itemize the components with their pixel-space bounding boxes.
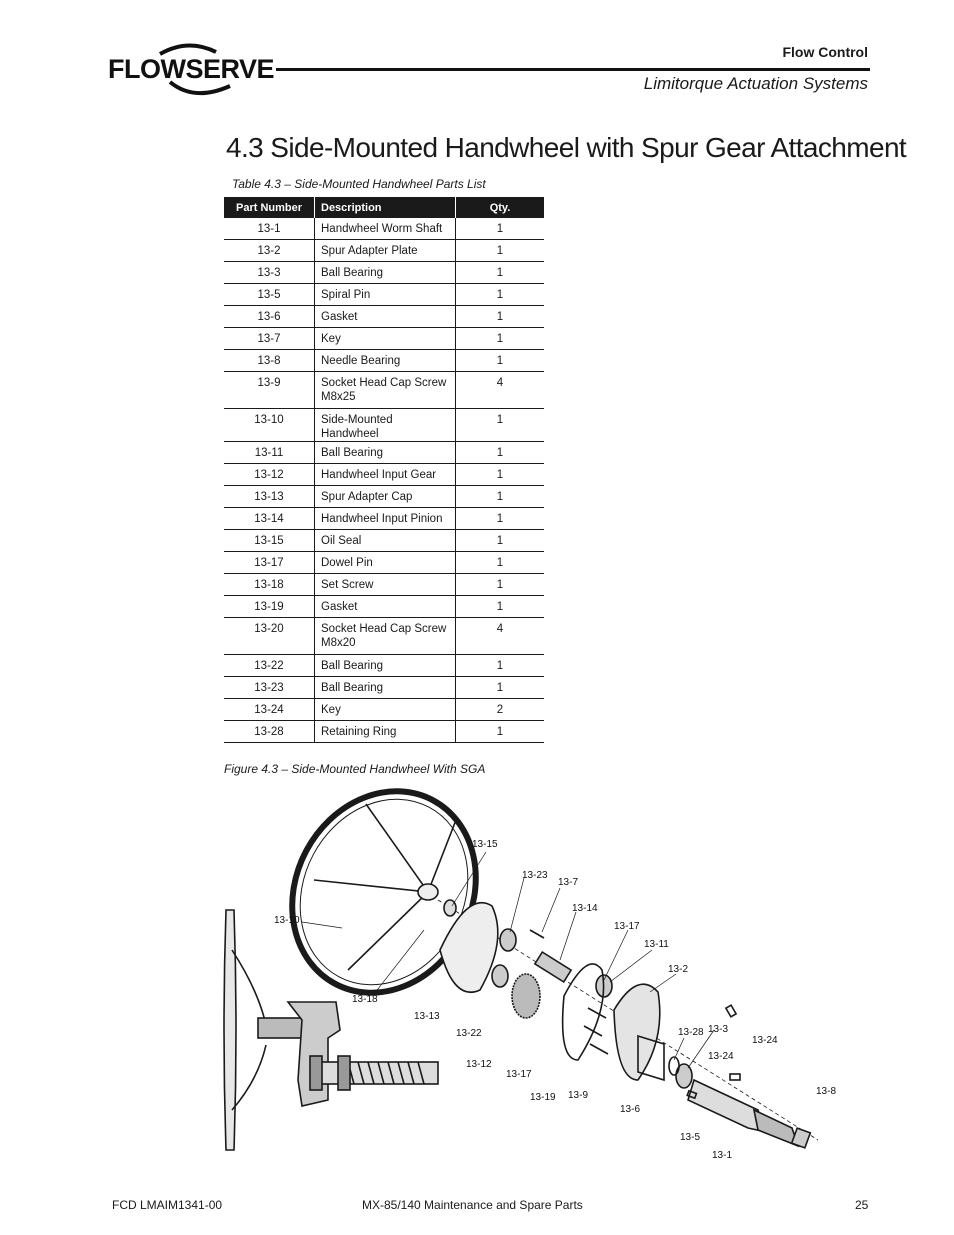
table-row: [224, 442, 544, 464]
footer-document-code: FCD LMAIM1341-00: [112, 1198, 223, 1212]
section-handwheel-rim: [224, 910, 236, 1150]
part-number-cell: 13-15: [224, 530, 315, 552]
part-number-cell: 13-24: [224, 699, 315, 721]
part-number-cell: 13-12: [224, 464, 315, 486]
header-qty: Qty.: [456, 197, 545, 218]
table-row: [224, 464, 544, 486]
part-number-cell: 13-5: [224, 284, 315, 306]
qty-cell: 1: [456, 486, 545, 508]
footer-document-title: MX-85/140 Maintenance and Spare Parts: [362, 1198, 583, 1212]
callout-13-3: 13-3: [708, 1024, 729, 1035]
flowserve-logo: [108, 40, 275, 102]
callout-13-28: 13-28: [678, 1027, 704, 1038]
part-number-cell: 13-14: [224, 508, 315, 530]
section-bearing-a: [338, 1056, 350, 1090]
table-row: [224, 596, 544, 618]
table-row: [224, 262, 544, 284]
description-cell: Ball Bearing: [315, 442, 456, 464]
part-screws: [584, 1008, 608, 1054]
description-cell: Key: [315, 328, 456, 350]
qty-cell: 1: [456, 508, 545, 530]
description-cell: Ball Bearing: [315, 655, 456, 677]
part-worm-thread: [754, 1110, 798, 1146]
callout-13-5: 13-5: [680, 1132, 701, 1143]
table-header-row: [224, 197, 544, 218]
part-number-cell: 13-18: [224, 574, 315, 596]
part-ball-bearing-23: [500, 929, 516, 951]
parts-table: [224, 197, 544, 743]
part-input-pinion: [535, 952, 571, 982]
description-cell: Key: [315, 699, 456, 721]
header-rule: [276, 68, 870, 71]
callout-13-6: 13-6: [620, 1104, 641, 1115]
qty-cell: 1: [456, 240, 545, 262]
callout-13-10: 13-10: [274, 915, 300, 926]
table-row: [224, 284, 544, 306]
part-number-cell: 13-28: [224, 721, 315, 743]
callout-13-24-right: 13-24: [752, 1035, 778, 1046]
callout-13-15: 13-15: [472, 839, 498, 850]
part-spur-adapter-plate: [614, 984, 660, 1080]
table-row: [224, 240, 544, 262]
qty-cell: 1: [456, 530, 545, 552]
brand-subtitle: Limitorque Actuation Systems: [643, 74, 868, 93]
part-number-cell: 13-22: [224, 655, 315, 677]
table-row: [224, 530, 544, 552]
table-row: [224, 350, 544, 372]
section-bearing-b: [310, 1056, 322, 1090]
part-number-cell: 13-17: [224, 552, 315, 574]
table-row: [224, 574, 544, 596]
table-row: [224, 218, 544, 240]
description-cell: Side-Mounted Handwheel: [315, 409, 456, 442]
section-title: 4.3 Side-Mounted Handwheel with Spur Gear Attachment: [226, 132, 907, 163]
handwheel-hub: [418, 884, 438, 900]
part-number-cell: 13-13: [224, 486, 315, 508]
leader-13-7: [542, 888, 560, 932]
description-cell: Dowel Pin: [315, 552, 456, 574]
qty-cell: 1: [456, 328, 545, 350]
table-row: [224, 372, 544, 409]
description-cell: Set Screw: [315, 574, 456, 596]
qty-cell: 4: [456, 372, 545, 409]
logo-text: FLOWSERVE: [108, 54, 275, 84]
table-row: [224, 306, 544, 328]
description-cell: Handwheel Worm Shaft: [315, 218, 456, 240]
part-input-gear: [512, 974, 540, 1018]
exploded-view-drawing: [218, 780, 858, 1180]
part-key-24a: [726, 1005, 736, 1017]
footer-page-number: 25: [855, 1198, 869, 1212]
part-worm-shaft: [688, 1080, 766, 1132]
description-cell: Oil Seal: [315, 530, 456, 552]
part-number-cell: 13-10: [224, 409, 315, 442]
callout-13-7: 13-7: [558, 877, 579, 888]
leader-13-14: [560, 912, 576, 960]
qty-cell: 1: [456, 677, 545, 699]
table-row: [224, 699, 544, 721]
callout-13-9: 13-9: [568, 1090, 589, 1101]
description-cell: Gasket: [315, 596, 456, 618]
qty-cell: 1: [456, 350, 545, 372]
part-key: [530, 930, 544, 938]
description-cell: Gasket: [315, 306, 456, 328]
qty-cell: 1: [456, 306, 545, 328]
part-number-cell: 13-23: [224, 677, 315, 699]
callout-13-2: 13-2: [668, 964, 689, 975]
callout-13-14: 13-14: [572, 903, 598, 914]
leader-13-18: [374, 930, 424, 994]
callout-13-12: 13-12: [466, 1059, 492, 1070]
callout-13-24-mid: 13-24: [708, 1051, 734, 1062]
part-number-cell: 13-2: [224, 240, 315, 262]
description-cell: Socket Head Cap Screw M8x25: [315, 372, 456, 409]
description-cell: Ball Bearing: [315, 677, 456, 699]
callout-13-8: 13-8: [816, 1086, 837, 1097]
qty-cell: 1: [456, 655, 545, 677]
leader-13-17-top: [604, 930, 628, 980]
part-needle-bearing: [792, 1128, 811, 1148]
brand-flow-control: Flow Control: [782, 44, 868, 60]
part-number-cell: 13-7: [224, 328, 315, 350]
leader-13-15: [452, 852, 486, 906]
qty-cell: 1: [456, 596, 545, 618]
leader-13-2: [650, 974, 676, 992]
part-number-cell: 13-3: [224, 262, 315, 284]
table-row: [224, 552, 544, 574]
table-row: [224, 655, 544, 677]
part-number-cell: 13-8: [224, 350, 315, 372]
table-row: [224, 409, 544, 442]
part-key-24b: [730, 1074, 740, 1080]
description-cell: Spur Adapter Plate: [315, 240, 456, 262]
part-number-cell: 13-20: [224, 618, 315, 655]
qty-cell: 1: [456, 552, 545, 574]
qty-cell: 4: [456, 618, 545, 655]
callout-13-13: 13-13: [414, 1011, 440, 1022]
part-number-cell: 13-19: [224, 596, 315, 618]
qty-cell: 1: [456, 442, 545, 464]
table-row: [224, 508, 544, 530]
callout-13-22: 13-22: [456, 1028, 482, 1039]
description-cell: Handwheel Input Gear: [315, 464, 456, 486]
part-number-cell: 13-11: [224, 442, 315, 464]
description-cell: Needle Bearing: [315, 350, 456, 372]
callout-13-17-top: 13-17: [614, 921, 640, 932]
table-row: [224, 721, 544, 743]
table-row: [224, 486, 544, 508]
header-part-number: Part Number: [224, 197, 315, 218]
part-number-cell: 13-9: [224, 372, 315, 409]
qty-cell: 1: [456, 409, 545, 442]
part-ball-bearing-22: [492, 965, 508, 987]
table-caption: Table 4.3 – Side-Mounted Handwheel Parts List: [232, 177, 486, 191]
part-number-cell: 13-1: [224, 218, 315, 240]
table-row: [224, 328, 544, 350]
leader-13-23: [510, 878, 524, 932]
qty-cell: 1: [456, 721, 545, 743]
description-cell: Handwheel Input Pinion: [315, 508, 456, 530]
table-row: [224, 677, 544, 699]
description-cell: Ball Bearing: [315, 262, 456, 284]
qty-cell: 1: [456, 284, 545, 306]
header-description: Description: [315, 197, 456, 218]
callout-13-19: 13-19: [530, 1092, 556, 1103]
callout-13-18: 13-18: [352, 994, 378, 1005]
part-number-cell: 13-6: [224, 306, 315, 328]
qty-cell: 2: [456, 699, 545, 721]
callout-13-17-bottom: 13-17: [506, 1069, 532, 1080]
qty-cell: 1: [456, 218, 545, 240]
callout-13-23: 13-23: [522, 870, 548, 881]
description-cell: Socket Head Cap Screw M8x20: [315, 618, 456, 655]
table-row: [224, 618, 544, 655]
description-cell: Spiral Pin: [315, 284, 456, 306]
callout-13-1: 13-1: [712, 1150, 733, 1161]
qty-cell: 1: [456, 574, 545, 596]
qty-cell: 1: [456, 464, 545, 486]
leader-13-28: [674, 1038, 684, 1060]
qty-cell: 1: [456, 262, 545, 284]
leader-13-10: [302, 922, 342, 928]
description-cell: Retaining Ring: [315, 721, 456, 743]
figure-caption: Figure 4.3 – Side-Mounted Handwheel With SGA: [224, 762, 486, 776]
description-cell: Spur Adapter Cap: [315, 486, 456, 508]
callout-13-11: 13-11: [644, 939, 669, 950]
